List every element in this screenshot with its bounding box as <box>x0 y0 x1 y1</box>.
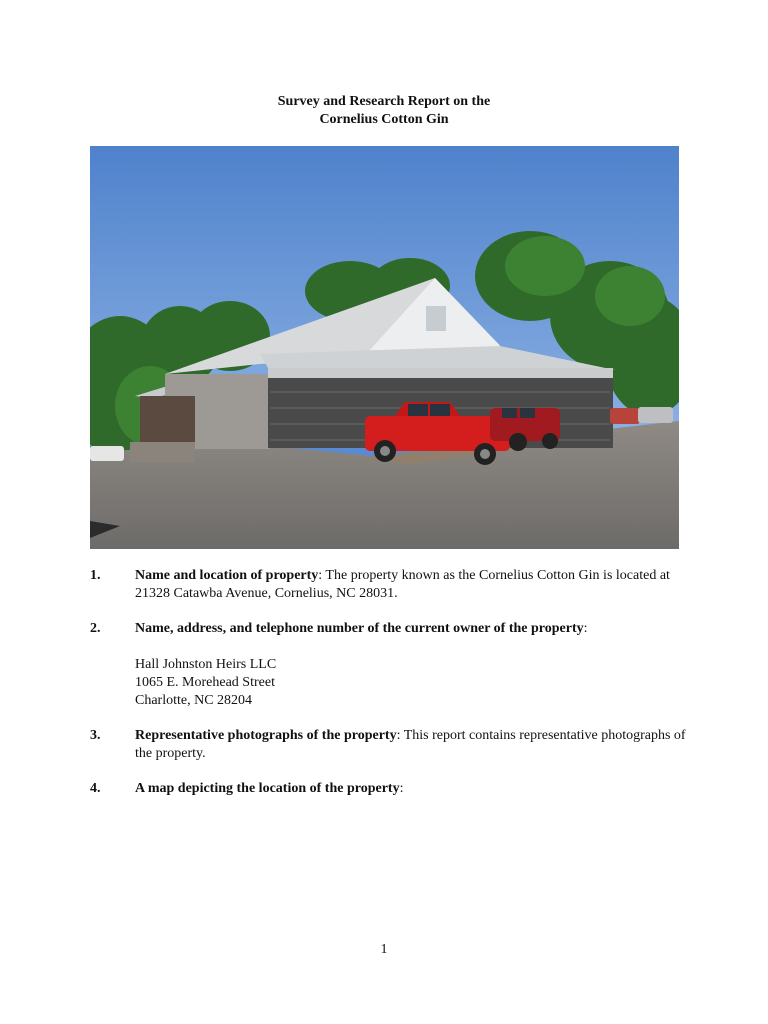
title-line-2: Cornelius Cotton Gin <box>319 112 449 127</box>
section-4-text: : <box>399 781 404 796</box>
section-2-text: : <box>583 621 588 636</box>
section-2-number: 2. <box>90 621 101 636</box>
title-line-1: Survey and Research Report on the <box>277 94 491 109</box>
section-1-number: 1. <box>90 568 101 583</box>
document-title <box>0 93 768 129</box>
section-4-label: A map depicting the location of the property <box>135 781 400 796</box>
owner-address <box>135 656 276 710</box>
section-1-text: : The property known as the Cornelius Cotton Gin is located at 21328 Catawba Avenue, Cornelius, NC 28031. <box>135 568 670 601</box>
page-number: 1 <box>380 942 388 957</box>
owner-city: Charlotte, NC 28204 <box>135 693 253 708</box>
section-2-label: Name, address, and telephone number of the current owner of the property <box>135 621 584 636</box>
section-3-label: Representative photographs of the property <box>135 728 397 743</box>
section-3-text: : This report contains representative photographs of the property. <box>135 728 686 761</box>
section-3-number: 3. <box>90 728 101 743</box>
owner-street: 1065 E. Morehead Street <box>135 675 275 690</box>
cotton-gin-building-photo-icon <box>90 146 679 549</box>
section-1-label: Name and location of property <box>135 568 319 583</box>
section-4-number: 4. <box>90 781 101 796</box>
owner-name: Hall Johnston Heirs LLC <box>135 657 277 672</box>
cotton-gin-photo <box>90 146 679 549</box>
